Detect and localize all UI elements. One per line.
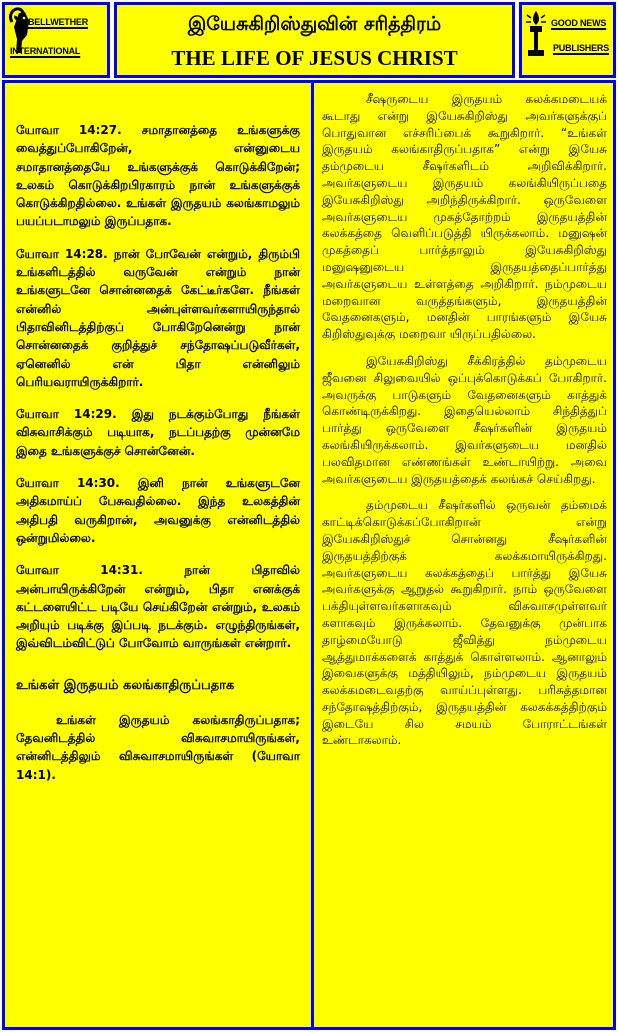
verse-text: நான் போவேன் என்றும், திரும்பி உங்களிடத்தில் வருவேன் என்றும் நான் உங்களுடனே சொன்னதைக் கேட்டீர்களே. நீங்கள் என்னில் அன்புள்ளவர்களாயிருந்தால் பிதாவினிடத்திற்குப் போகிறேனென்று நான் சொன்னதைக் குறித்துச் சந்தோஷப்படுவீர்கள், ஏனெனில் என் பிதா என்னிலும் பெரியவராயிருக்கிறார். (16, 246, 300, 389)
scripture-column (5, 83, 311, 1027)
verse-reference: யோவா 14:29. (16, 407, 117, 422)
verse-john-14-27 (16, 121, 300, 231)
logo-text-international: INTERNATIONAL (10, 46, 81, 56)
verse-john-14-28 (16, 245, 300, 391)
logo-text-bellwether: BELLWETHER (28, 17, 88, 27)
verse-reference: யோவா 14:30. (16, 476, 120, 491)
title-tamil: இயேசுகிறிஸ்துவின் சரித்திரம் (187, 13, 442, 35)
section-intro: உங்கள் இருதயம் கலங்காதிருப்பதாக; தேவனிடத்தில் விசுவாசமாயிருங்கள், என்னிடத்திலும் விசுவாசமாயிருங்கள் (யோவா 14:1). (16, 712, 300, 782)
verse-text: நான் பிதாவில் அன்பாயிருக்கிறேன் என்றும், பிதா எனக்குக் கட்டளையிட்ட படியே செய்கிறேன் என்றும், உலகம் அறியும் படிக்கு இப்படி நடக்கும். எழுந்திருங்கள், இவ்விடம்விட்டுப் போவோம் வாருங்கள் என்றார். (16, 563, 300, 651)
verse-john-14-31 (16, 561, 300, 652)
publisher-logo-bellwether (2, 2, 110, 78)
logo-text-publishers: PUBLISHERS (553, 43, 610, 53)
content-panel (2, 80, 616, 1030)
verse-reference: யோவா 14:28. (16, 246, 108, 261)
verse-john-14-30 (16, 474, 300, 547)
verse-john-14-29 (16, 405, 300, 460)
verse-reference: யோவா 14:31. (16, 563, 143, 578)
verse-reference: யோவா 14:27. (16, 123, 122, 137)
commentary-paragraph: சீஷருடைய இருதயம் கலக்கமடையக் கூடாது என்று இயேசுகிறிஸ்து அவர்களுக்குப் பொதுவான எச்சரிப்பைக் கூறுகிறார். “உங்கள் இருதயம் கலங்காதிருப்பதாக” என்று இயேசு தம்முடைய சீஷர்களிடம் அறிவிக்கிறார். அவர்களுடைய இருதயம் கலங்கியிருப்பதை இயேசுகிறிஸ்து அறிந்திருக்கிறார். ஒருவேளை அவர்களுடைய முகத்தோற்றம் இருதயத்தின் கலக்கத்தை வெளிப்படுத்தி யிருக்கலாம். மனுஷன் முகத்தைப் பார்த்தாலும் இயேசுகிறிஸ்து மனுஷனுடைய இருதயத்தைப்பார்த்து அவர்களுடைய உள்ளத்தை அறிகிறார். நம்முடைய மறைவான வருத்தங்களும், இருதயத்தின் வேதனைகளும், மனதின் பாரங்களும் இயேசு கிறிஸ்துவுக்கு மறைவா யிருப்பதில்லை. (322, 92, 607, 342)
section-heading: உங்கள் இருதயம் கலங்காதிருப்பதாக (16, 677, 235, 693)
publisher-logo-good-news (519, 2, 616, 78)
logo-text-good-news: GOOD NEWS (551, 18, 607, 28)
lamp-icon (524, 9, 548, 59)
commentary-paragraph: இயேசுகிறிஸ்து சீக்கிரத்தில் தம்முடைய ஜீவனை சிலுவையில் ஒப்புக்கொடுக்கப் போகிறார். அவருக்கு பாடுகளும் வேதனைகளும் காத்துக் கொண்டிருக்கிறது. இதையெல்லாம் சிந்தித்துப் பார்த்து ஒருவேளை சீஷர்களின் இருதயம் கலங்கியிருக்கலாம். இவர்களுடைய மனதில் பலவிதமான எண்ணங்கள் உண்டாயிற்று. அவை அவர்களுடைய இருதயத்தைக் கலங்கச் செய்கிறது. (322, 353, 607, 486)
commentary-column (314, 83, 613, 1027)
page-header-title (114, 2, 515, 78)
title-english: THE LIFE OF JESUS CHRIST (171, 46, 458, 70)
verse-text: சமாதானத்தை உங்களுக்கு வைத்துப்போகிறேன், என்னுடைய சமாதானத்தையே உங்களுக்குக் கொடுக்கிறேன்; உலகம் கொடுக்கிறபிரகாரம் நான் உங்களுக்குக் கொடுக்கிறதில்லை. உங்கள் இருதயம் கலங்காமலும் பயப்படாமலும் இருப்பதாக. (16, 123, 300, 229)
commentary-paragraph: தம்முடைய சீஷர்களில் ஒருவன் தம்மைக் காட்டிக்கொடுக்கப்போகிறான் என்று இயேசுகிறிஸ்துச் சொன்னது சீஷர்களின் இருதயத்திற்குக் கலக்கமாயிருக்கிறது. அவர்களுடைய கலக்கத்தைப் பார்த்து இயேசு அவர்களுக்கு ஆறுதல் கூறுகிறார். நாம் ஒருவேளை பக்தியுள்ளவர்களாகவும் விசுவாசமுள்ளவர் களாகவும் இருக்கலாம். தேவனுக்கு முன்பாக தாழ்மையோடு ஜீவித்து நம்முடைய ஆத்துமாக்களைக் காத்துக் கொள்ளலாம். ஆனாலும் இவைகளுக்கு மத்தியிலும், நம்முடைய இருதயம் கலக்கமடைவதற்கு வாய்ப்புள்ளது. பரிசுத்தமான சந்தோஷத்திற்கும், இருதயத்தின் கலகக்கத்திற்கும் இடையே சில சமயம் போராட்டங்கள் உண்டாகலாம். (322, 498, 607, 748)
verse-text: இது நடக்கும்போது நீங்கள் விசுவாசிக்கும் படியாக, நடப்பதற்கு முன்னமே இதை உங்களுக்குச் சொன்னேன். (16, 407, 301, 458)
verse-text: இனி நான் உங்களுடனே அதிகமாய்ப் பேசுவதில்லை. இந்த உலகத்தின் அதிபதி வருகிறான், அவனுக்கு என்னிடத்தில் ஒன்றுமில்லை. (16, 476, 301, 545)
